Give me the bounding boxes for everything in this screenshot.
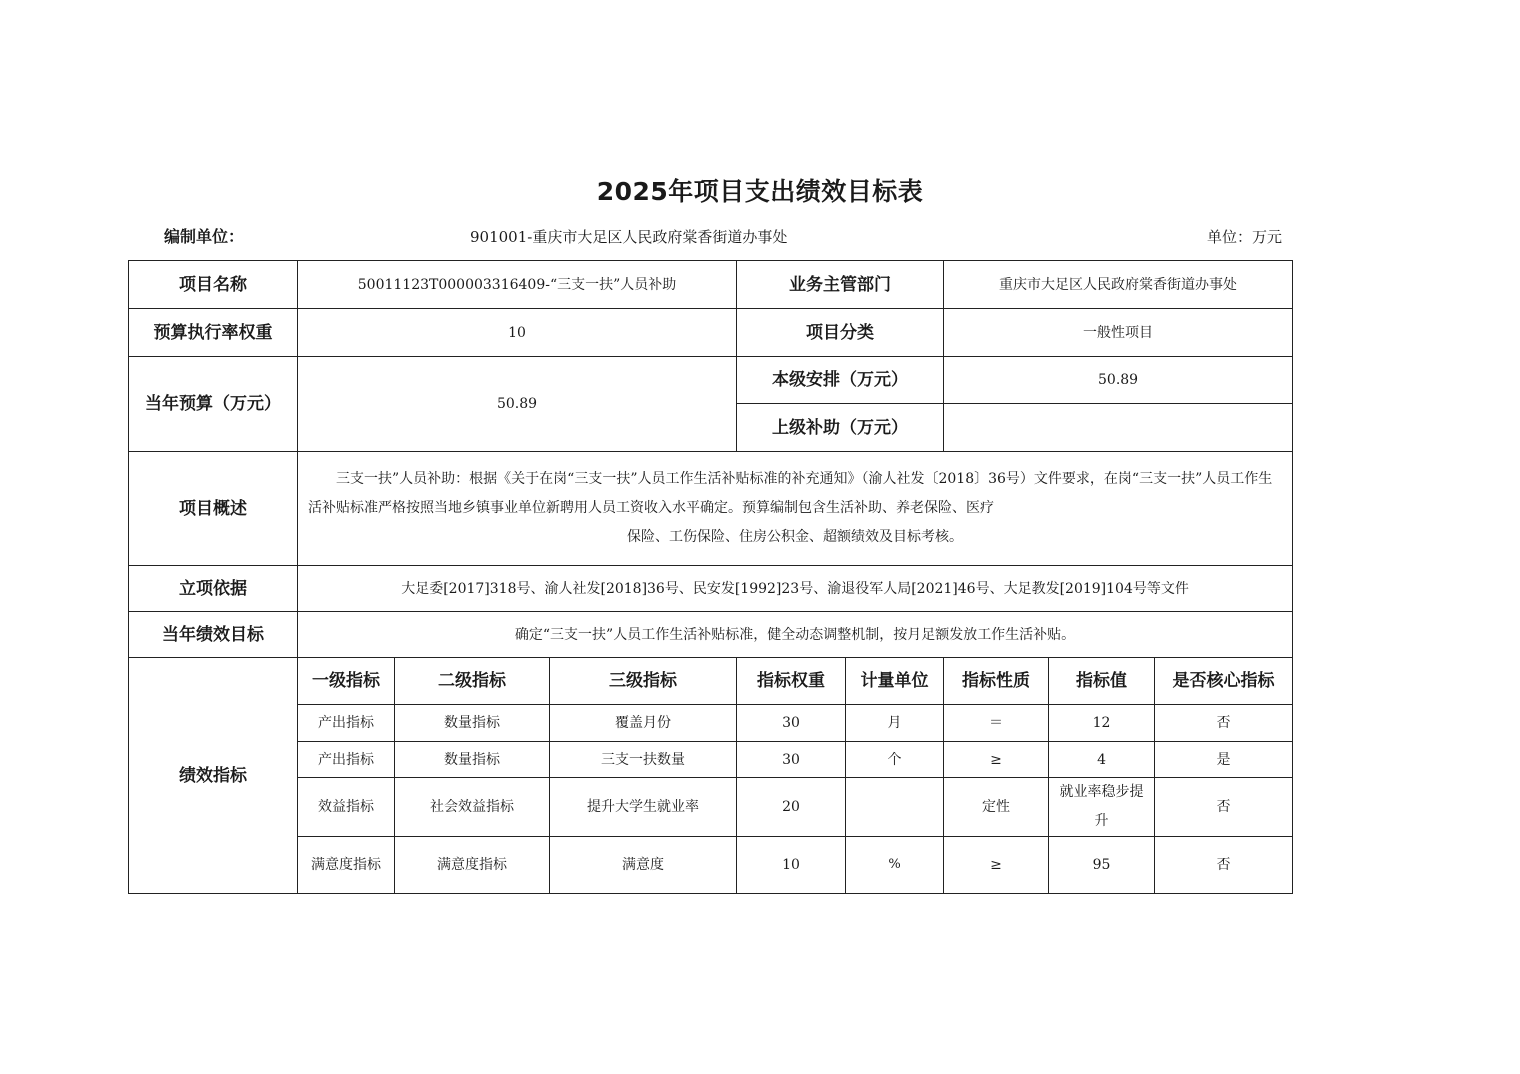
exec-weight-label: 预算执行率权重 (129, 309, 298, 357)
goal-value: 确定“三支一扶”人员工作生活补贴标准，健全动态调整机制，按月足额发放工作生活补贴。 (298, 612, 1293, 658)
cell-level2: 数量指标 (395, 705, 550, 742)
cell-weight: 20 (737, 778, 846, 837)
cell-value: 就业率稳步提升 (1049, 778, 1155, 837)
project-name-value: 50011123T000003316409-“三支一扶”人员补助 (298, 261, 737, 309)
performance-table (128, 260, 1293, 894)
category-value: 一般性项目 (944, 309, 1293, 357)
exec-weight-row (129, 309, 1293, 357)
unit-label: 编制单位： (164, 227, 245, 246)
col-header-core: 是否核心指标 (1155, 658, 1293, 705)
overview-text (298, 452, 1293, 566)
col-header-weight: 指标权重 (737, 658, 846, 705)
exec-weight-value: 10 (298, 309, 737, 357)
goal-label: 当年绩效目标 (129, 612, 298, 658)
basis-label: 立项依据 (129, 566, 298, 612)
department-label: 业务主管部门 (737, 261, 944, 309)
col-header-nature: 指标性质 (944, 658, 1049, 705)
cell-unit: % (846, 837, 944, 894)
cell-nature: ≥ (944, 742, 1049, 778)
cell-unit: 个 (846, 742, 944, 778)
overview-line1: 三支一扶”人员补助：根据《关于在岗“三支一扶”人员工作生活补贴标准的补充通知》（渝人社发〔2018〕36号）文件要求，在岗“三支一扶”人员工作生活补贴标准严格按照当地乡镇事业单位新聘用人员工资收入水平确定。预算编制包含生活补助、养老保险、医疗 (308, 471, 1273, 516)
currency-unit: 单位：万元 (1206, 228, 1282, 246)
cell-level3: 满意度 (550, 837, 737, 894)
budget-row (129, 357, 1293, 404)
cell-weight: 30 (737, 705, 846, 742)
indicators-section-label: 绩效指标 (129, 658, 298, 894)
cell-nature: ＝ (944, 705, 1049, 742)
cell-level1: 满意度指标 (298, 837, 395, 894)
cell-level2: 数量指标 (395, 742, 550, 778)
category-label: 项目分类 (737, 309, 944, 357)
overview-line2: 保险、工伤保险、住房公积金、超额绩效及目标考核。 (627, 529, 964, 545)
basis-value: 大足委[2017]318号、渝人社发[2018]36号、民安发[1992]23号、渝退役军人局[2021]46号、大足教发[2019]104号等文件 (298, 566, 1293, 612)
unit-name: 901001-重庆市大足区人民政府棠香街道办事处 (470, 228, 788, 246)
cell-core: 是 (1155, 742, 1293, 778)
col-header-value: 指标值 (1049, 658, 1155, 705)
local-arrangement-value: 50.89 (944, 357, 1293, 404)
cell-level2: 满意度指标 (395, 837, 550, 894)
cell-nature: 定性 (944, 778, 1049, 837)
department-value: 重庆市大足区人民政府棠香街道办事处 (944, 261, 1293, 309)
table-row (129, 837, 1293, 894)
cell-core: 否 (1155, 837, 1293, 894)
project-name-label: 项目名称 (129, 261, 298, 309)
cell-level3: 三支一扶数量 (550, 742, 737, 778)
cell-value: 12 (1049, 705, 1155, 742)
page-title: 2025年项目支出绩效目标表 (596, 177, 924, 206)
cell-value: 4 (1049, 742, 1155, 778)
col-header-level3: 三级指标 (550, 658, 737, 705)
cell-weight: 10 (737, 837, 846, 894)
budget-value: 50.89 (298, 357, 737, 452)
table-row (129, 742, 1293, 778)
table-row (129, 778, 1293, 837)
goal-row (129, 612, 1293, 658)
cell-level3: 覆盖月份 (550, 705, 737, 742)
local-arrangement-label: 本级安排（万元） (737, 357, 944, 404)
project-name-row (129, 261, 1293, 309)
cell-level1: 产出指标 (298, 742, 395, 778)
col-header-unit: 计量单位 (846, 658, 944, 705)
superior-subsidy-label: 上级补助（万元） (737, 404, 944, 452)
cell-level1: 产出指标 (298, 705, 395, 742)
overview-row (129, 452, 1293, 566)
cell-level2: 社会效益指标 (395, 778, 550, 837)
superior-subsidy-value (944, 404, 1293, 452)
basis-row (129, 566, 1293, 612)
indicator-header-row (129, 658, 1293, 705)
cell-nature: ≥ (944, 837, 1049, 894)
cell-unit (846, 778, 944, 837)
cell-level1: 效益指标 (298, 778, 395, 837)
cell-weight: 30 (737, 742, 846, 778)
col-header-level1: 一级指标 (298, 658, 395, 705)
col-header-level2: 二级指标 (395, 658, 550, 705)
cell-core: 否 (1155, 705, 1293, 742)
budget-label: 当年预算（万元） (129, 357, 298, 452)
table-row (129, 705, 1293, 742)
cell-value: 95 (1049, 837, 1155, 894)
cell-unit: 月 (846, 705, 944, 742)
cell-level3: 提升大学生就业率 (550, 778, 737, 837)
overview-label: 项目概述 (129, 452, 298, 566)
cell-core: 否 (1155, 778, 1293, 837)
